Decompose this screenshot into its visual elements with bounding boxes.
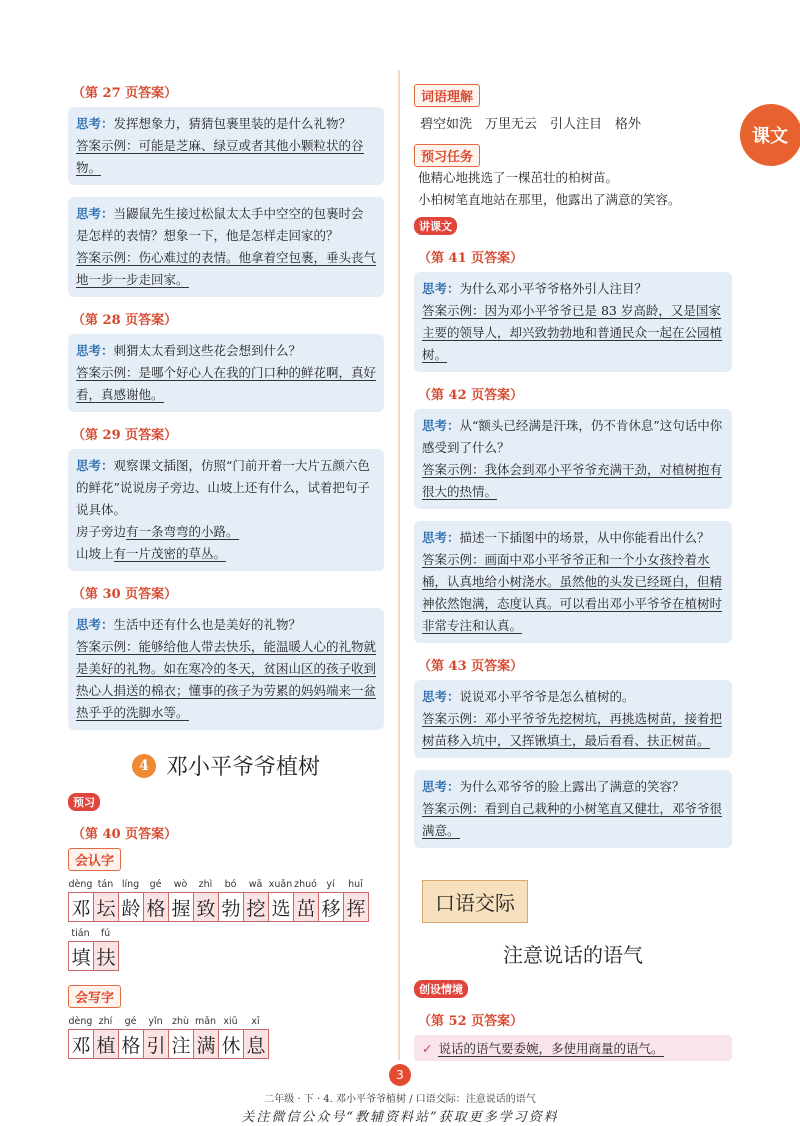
char-grid (68, 1029, 384, 1059)
page-answer-heading: （第 40 页答案） (72, 827, 178, 842)
answer-text: 答案示例：是哪个好心人在我的门口种的鲜花啊，真好看，真感谢他。 (76, 365, 377, 402)
pinyin-syllable: mǎn (194, 1016, 217, 1027)
pinyin-syllable: tián (71, 928, 90, 939)
answer-text: 答案示例：邓小平爷爷先挖树坑，再挑选树苗，接着把树苗移入坑中，又挥锹填土，最后看看、扶正树苗。 (422, 711, 723, 748)
pinyin-row (68, 928, 384, 939)
footer-notice: 关注微信公众号“教辅资料站”获取更多学习资料 (241, 1110, 559, 1125)
page-answer-heading: （第 43 页答案） (418, 659, 524, 674)
lesson-title: 邓小平爷爷植树 (165, 755, 320, 780)
char-grid (68, 941, 384, 971)
char-cell: 引 (143, 1029, 168, 1059)
scenario-label: 创设情境 (414, 980, 468, 998)
check-icon: ✓ (422, 1041, 433, 1056)
pinyin-syllable: wā (248, 879, 263, 890)
pinyin-syllable: zhuó (294, 879, 317, 890)
char-cell: 息 (243, 1029, 269, 1059)
left-column (68, 70, 384, 1059)
question-box: 思考：为什么邓爷爷的脸上露出了满意的笑容？ 答案示例：看到自己栽种的小树笔直又健壮，邓爷爷很满意。 (414, 770, 732, 848)
answer-text: 答案示例：我体会到邓小平爷爷充满干劲，对植树抱有很大的热情。 (422, 462, 723, 499)
char-cell: 邓 (68, 1029, 93, 1059)
lesson-number: 4 (132, 754, 156, 778)
answer-text: 答案示例：看到自己栽种的小树笔直又健壮，邓爷爷很满意。 (422, 801, 723, 838)
answer-text: 答案示例：能够给他人带去快乐，能温暖人心的礼物就是美好的礼物。如在寒冷的冬天，贫困山区的孩子收到热心人捐送的棉衣；懂事的孩子为劳累的妈妈端来一盆热乎乎的洗脚水等。 (76, 639, 377, 720)
char-cell: 满 (193, 1029, 218, 1059)
footer-caption: 二年级 · 下 · 4. 邓小平爷爷植树 / 口语交际：注意说话的语气 (264, 1094, 536, 1105)
char-cell: 格 (143, 892, 168, 922)
pinyin-syllable: dèng (68, 879, 93, 890)
pinyin-syllable: wò (173, 879, 188, 890)
pinyin-syllable: bó (224, 879, 237, 890)
preview-label: 预习 (68, 793, 100, 811)
pinyin-row (68, 879, 384, 890)
pinyin-syllable: líng (121, 879, 140, 890)
oral-communication-box: 口语交际 (422, 880, 528, 923)
pinyin-syllable: tán (97, 879, 114, 890)
preview-sentence: 小柏树笔直地站在那里，他露出了满意的笑容。 (418, 192, 681, 207)
lesson-title-row (68, 750, 384, 781)
question-box: 思考：说说邓小平爷爷是怎么植树的。 答案示例：邓小平爷爷先挖树坑，再挑选树苗，接着把树苗移入坑中，又挥锹填土，最后看看、扶正树苗。 (414, 680, 732, 758)
question-box: 思考：生活中还有什么也是美好的礼物？ 答案示例：能够给他人带去快乐，能温暖人心的礼物就是美好的礼物。如在寒冷的冬天，贫困山区的孩子收到热心人捐送的棉衣；懂事的孩子为劳累的妈妈端来一盆热乎乎的洗脚水等。 (68, 608, 384, 730)
char-cell: 移 (318, 892, 343, 922)
question-box: 思考：观察课文插图，仿照“门前开着一大片五颜六色的鲜花”说说房子旁边、山坡上还有什么，试着把句子说具体。 房子旁边有一条弯弯的小路。 山坡上有一片茂密的草丛。 (68, 449, 384, 571)
question-box: 思考：当鼹鼠先生接过松鼠太太手中空空的包裹时会是怎样的表情？想象一下，他是怎样走回家的？ 答案示例：伤心难过的表情。他拿着空包裹，垂头丧气地一步一步走回家。 (68, 197, 384, 297)
char-cell: 挖 (243, 892, 268, 922)
right-column (414, 70, 732, 1061)
page-answer-heading: （第 41 页答案） (418, 251, 524, 266)
answer-text: 答案示例：可能是芝麻、绿豆或者其他小颗粒状的谷物。 (76, 138, 364, 175)
oral-title: 注意说话的语气 (503, 943, 643, 967)
pinyin-row (68, 1016, 384, 1027)
section-badge: 课文 (740, 104, 800, 166)
pinyin-syllable: zhù (171, 1016, 190, 1027)
page-answer-heading: （第 29 页答案） (72, 428, 178, 443)
vocabulary-words: 碧空如洗 万里无云 引人注目 格外 (420, 117, 642, 132)
answer-text: 答案示例：画面中邓小平爷爷正和一个小女孩拎着水桶，认真地给小树浇水。虽然他的头发已经斑白，但精神依然饱满，态度认真。可以看出邓小平爷爷在植树时非常专注和认真。 (422, 552, 723, 633)
page-answer-heading: （第 27 页答案） (72, 86, 178, 101)
char-cell: 邓 (68, 892, 93, 922)
pinyin-syllable: xī (251, 1016, 260, 1027)
lecture-label: 讲课文 (414, 217, 457, 235)
pinyin-syllable: gé (149, 879, 162, 890)
vocabulary-tag: 词语理解 (414, 84, 480, 107)
char-cell: 注 (168, 1029, 193, 1059)
char-grid (68, 892, 384, 922)
pinyin-syllable: yí (326, 879, 335, 890)
oral-answer: ✓ 说话的语气要委婉，多使用商量的语气。 (414, 1035, 732, 1061)
pinyin-syllable: zhì (198, 879, 213, 890)
answer-text: 有一条弯弯的小路。 (126, 524, 239, 539)
pinyin-syllable: zhí (98, 1016, 113, 1027)
write-chars-tag: 会写字 (68, 985, 121, 1008)
char-cell: 致 (193, 892, 218, 922)
page-answer-heading: （第 42 页答案） (418, 388, 524, 403)
pinyin-syllable: xuǎn (268, 879, 293, 890)
pinyin-syllable: fú (100, 928, 111, 939)
page-answer-heading: （第 52 页答案） (418, 1014, 524, 1029)
pinyin-syllable: huī (348, 879, 363, 890)
pinyin-syllable: dèng (68, 1016, 93, 1027)
question-box: 思考：为什么邓小平爷爷格外引人注目？ 答案示例：因为邓小平爷爷已是 83 岁高龄，又是国家主要的领导人，却兴致勃勃地和普通民众一起在公园植树。 (414, 272, 732, 372)
column-divider (398, 70, 400, 1060)
char-cell: 扶 (93, 941, 119, 971)
preview-task-tag: 预习任务 (414, 144, 480, 167)
char-cell: 休 (218, 1029, 243, 1059)
question-box: 思考：描述一下插图中的场景，从中你能看出什么？ 答案示例：画面中邓小平爷爷正和一个小女孩拎着水桶，认真地给小树浇水。虽然他的头发已经斑白，但精神依然饱满，态度认真。可以看出邓小平爷爷在植树时非常专注和认真。 (414, 521, 732, 643)
question-box: 思考：发挥想象力，猜猜包裹里装的是什么礼物？ 答案示例：可能是芝麻、绿豆或者其他小颗粒状的谷物。 (68, 107, 384, 185)
char-cell: 坛 (93, 892, 118, 922)
preview-sentence: 他精心地挑选了一棵茁壮的柏树苗。 (418, 170, 619, 185)
pinyin-syllable: gé (124, 1016, 137, 1027)
char-cell: 植 (93, 1029, 118, 1059)
answer-text: 答案示例：因为邓小平爷爷已是 83 岁高龄，又是国家主要的领导人，却兴致勃勃地和普通民众一起在公园植树。 (422, 303, 723, 362)
page-number: 3 (389, 1064, 411, 1086)
pinyin-syllable: xiū (223, 1016, 238, 1027)
char-cell: 选 (268, 892, 293, 922)
page-answer-heading: （第 28 页答案） (72, 313, 178, 328)
pinyin-syllable: yǐn (148, 1016, 163, 1027)
char-cell: 格 (118, 1029, 143, 1059)
char-cell: 勃 (218, 892, 243, 922)
answer-text: 有一片茂密的草丛。 (113, 546, 227, 561)
char-cell: 龄 (118, 892, 143, 922)
char-cell: 填 (68, 941, 93, 971)
answer-text: 答案示例：伤心难过的表情。他拿着空包裹，垂头丧气地一步一步走回家。 (76, 250, 377, 287)
char-cell: 挥 (343, 892, 369, 922)
question-box: 思考：从“额头已经满是汗珠，仍不肯休息”这句话中你感受到了什么？ 答案示例：我体会到邓小平爷爷充满干劲，对植树抱有很大的热情。 (414, 409, 732, 509)
question-box: 思考：刺猬太太看到这些花会想到什么？ 答案示例：是哪个好心人在我的门口种的鲜花啊，真好看，真感谢他。 (68, 334, 384, 412)
page-answer-heading: （第 30 页答案） (72, 587, 178, 602)
char-cell: 茁 (293, 892, 318, 922)
char-cell: 握 (168, 892, 193, 922)
recognize-chars-tag: 会认字 (68, 848, 121, 871)
